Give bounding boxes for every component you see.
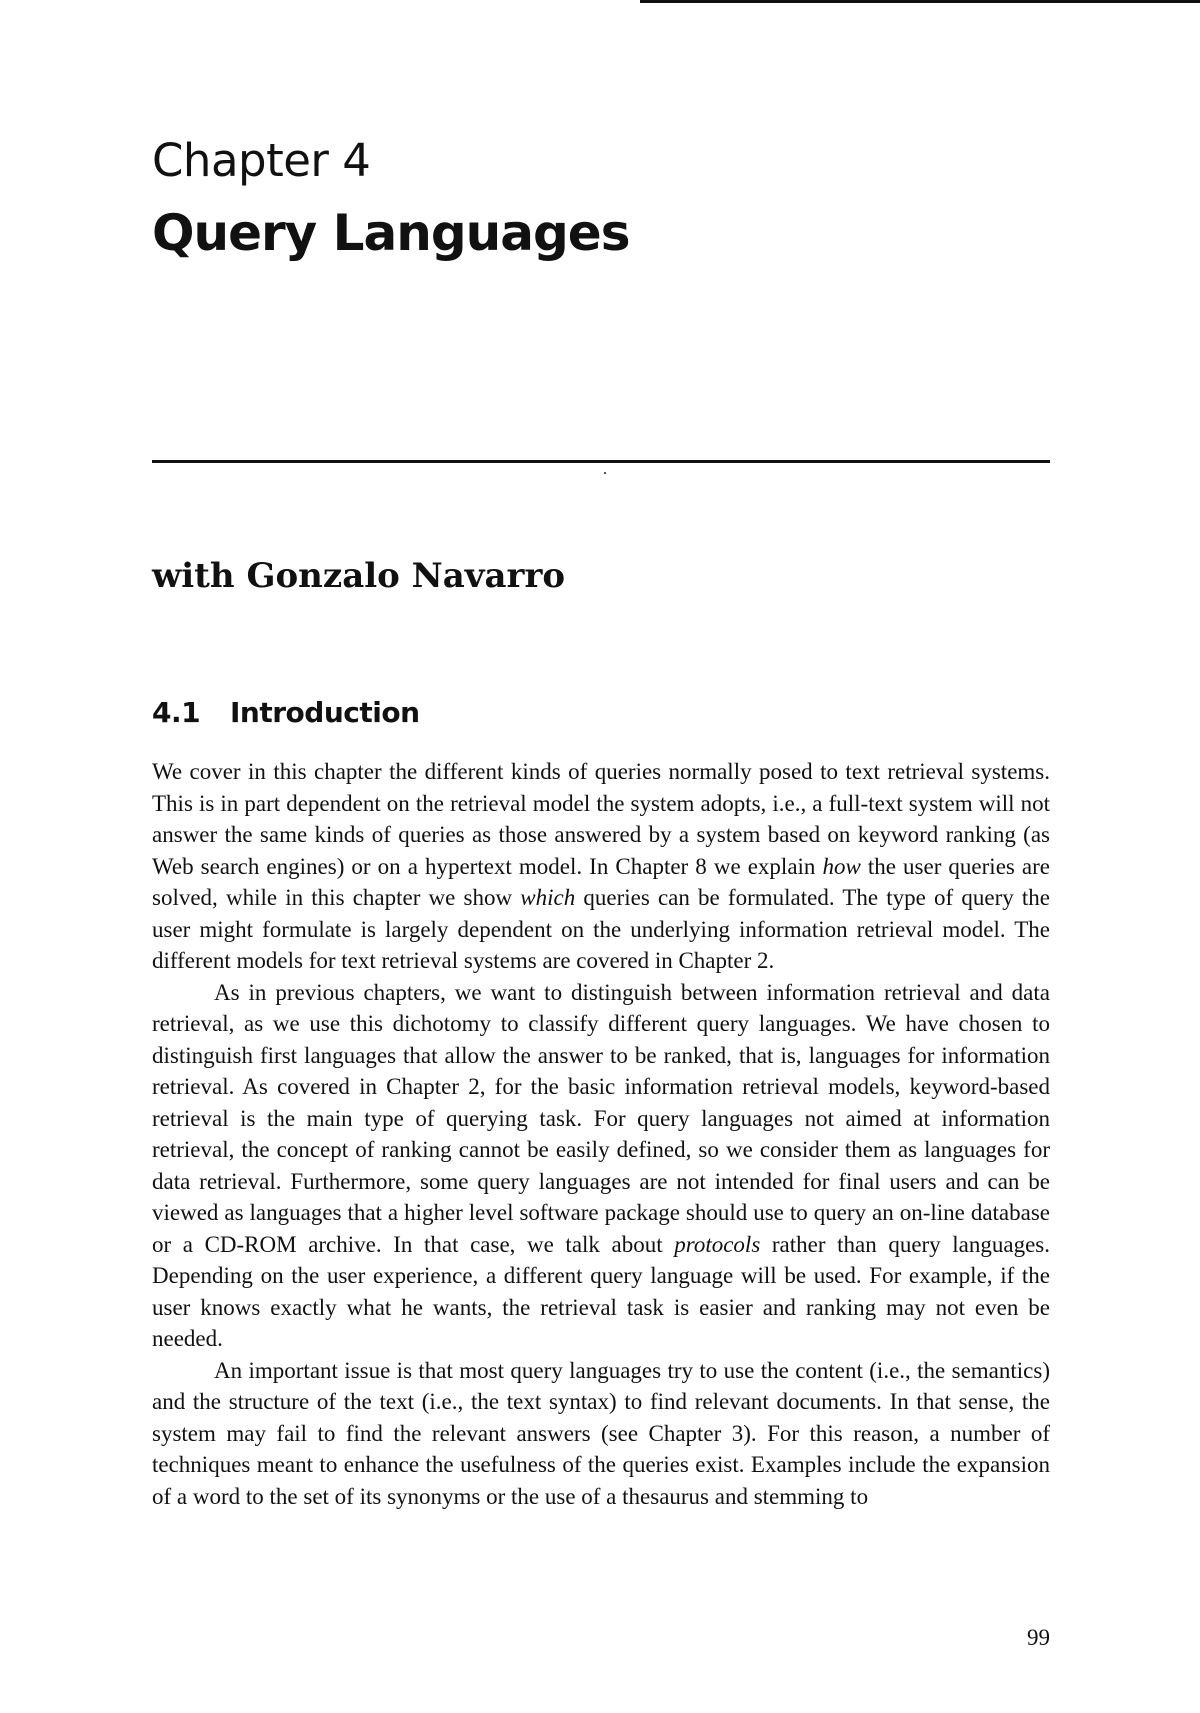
section-heading [152,696,420,729]
paragraph-1 [152,756,1050,977]
paragraph-2-emphasis-protocols: protocols [674,1231,761,1257]
top-edge-rule [640,0,1200,3]
paragraph-2-text-a: As in previous chapters, we want to distinguish between information retrieval and data retrieval, as we use this dichotomy to classify different query languages. We have chosen to distinguish first languages that allow the answer to be ranked, that is, languages for information retrieval. As covered in Chapter 2, for the basic information retrieval models, keyword-based retrieval is the main type of querying task. For query languages not aimed at information retrieval, the concept of ranking cannot be easily defined, so we consider them as languages for data retrieval. Furthermore, some query languages are not intended for final users and can be viewed as languages that a higher level software package should use to query an on-line database or a CD-ROM archive. In that case, we talk about [152,979,1050,1257]
paragraph-1-text-b: the user queries are solved, while in this chapter we show [152,853,1050,910]
paragraph-1-emphasis-how: how [822,853,861,879]
paragraph-3-text: An important issue is that most query languages try to use the content (i.e., the semantics) and the structure of the text (i.e., the text syntax) to find relevant documents. In that sense, the system may fail to find the relevant answers (see Chapter 3). For this reason, a number of techniques meant to enhance the usefulness of the queries exist. Examples include the expansion of a word to the set of its synonyms or the use of a thesaurus and stemming to [152,1357,1050,1509]
section-title: Introduction [230,696,420,729]
section-number: 4.1 [152,696,201,729]
chapter-label: Chapter 4 [152,134,371,187]
paragraph-2-text-b: rather than query languages. Depending on the user experience, a different query language will be used. For example, if the user knows exactly what he wants, the retrieval task is easier and ranking may not even be needed. [152,1231,1051,1351]
paragraph-1-text-a: We cover in this chapter the different kinds of queries normally posed to text retrieval systems. This is in part dependent on the retrieval model the system adopts, i.e., a full-text system will not answer the same kinds of queries as those answered by a system based on keyword ranking (as Web search engines) or on a hypertext model. In Chapter 8 we explain [152,759,1050,879]
author-line: with Gonzalo Navarro [152,556,566,596]
paragraph-2 [152,977,1050,1355]
chapter-title: Query Languages [152,204,630,262]
paragraph-1-emphasis-which: which [520,885,576,910]
body-text [152,756,1050,1512]
chapter-divider-rule [152,460,1050,463]
page-number: 99 [1027,1625,1050,1650]
paragraph-1-text-c: queries can be formulated. The type of query the user might formulate is largely dependent on the underlying information retrieval model. The different models for text retrieval systems are covered in Chapter 2. [152,885,1051,973]
divider-dot [604,472,606,474]
paragraph-3 [152,1355,1050,1513]
